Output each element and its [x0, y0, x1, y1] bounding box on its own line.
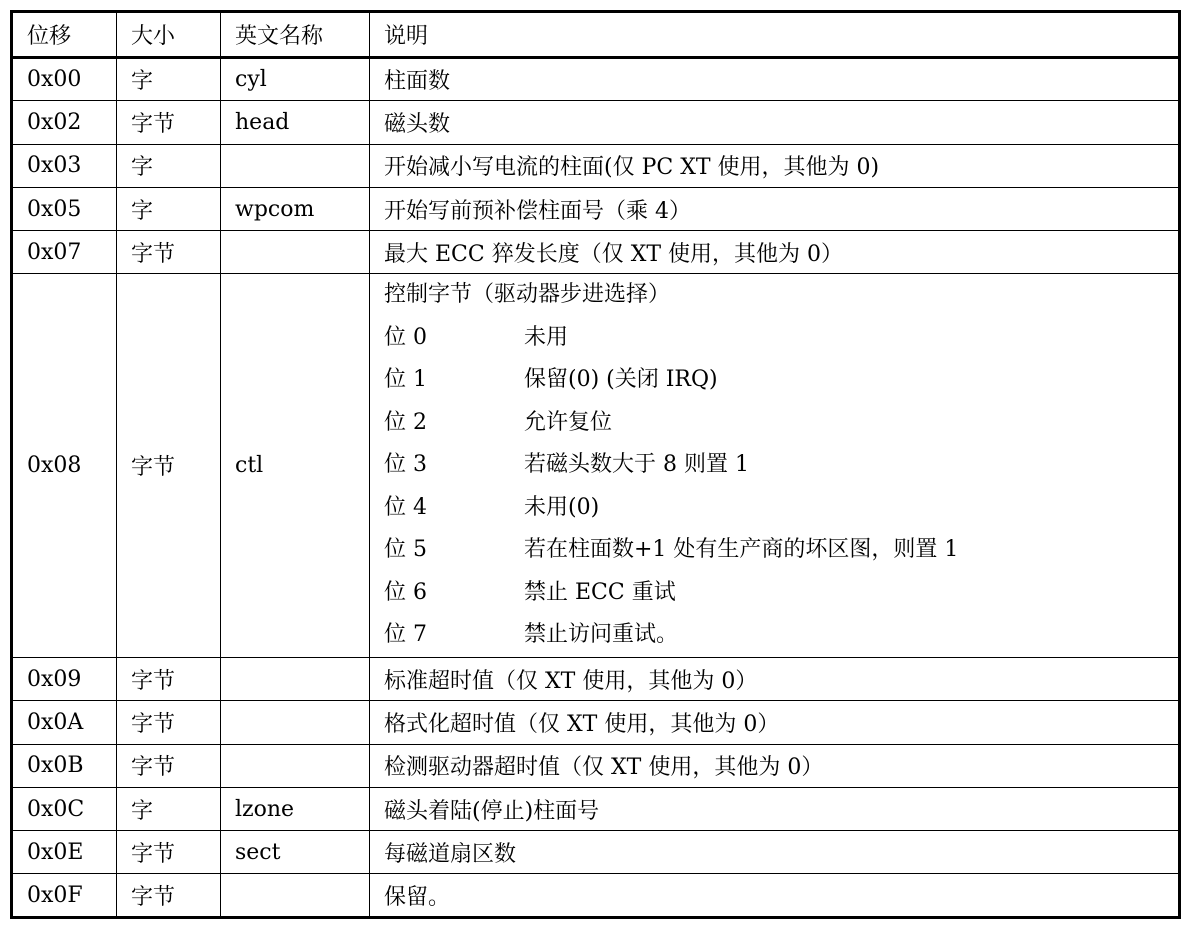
table-body [12, 58, 1180, 918]
header-offset: 位移 [12, 12, 117, 58]
cell-offset: 0x0C [12, 787, 117, 830]
cell-size: 字 [117, 787, 221, 830]
cell-offset: 0x0F [12, 874, 117, 917]
header-size: 大小 [117, 12, 221, 58]
header-row [12, 12, 1180, 58]
table-row [12, 701, 1180, 744]
bit-row [384, 487, 1178, 530]
cell-size: 字节 [117, 657, 221, 700]
bit-label: 位 4 [384, 494, 427, 520]
bit-meaning: 禁止 ECC 重试 [524, 579, 676, 605]
cell-description: 保留。 [370, 874, 1180, 917]
cell-name: head [221, 101, 370, 144]
cell-description: 磁头数 [370, 101, 1180, 144]
cell-name [221, 744, 370, 787]
table-row [12, 874, 1180, 917]
cell-size: 字 [117, 144, 221, 187]
cell-name: ctl [221, 274, 370, 658]
bit-label: 位 5 [384, 537, 427, 563]
cell-description: 每磁道扇区数 [370, 831, 1180, 874]
cell-name [221, 701, 370, 744]
bit-row [384, 614, 1178, 657]
cell-name: sect [221, 831, 370, 874]
bit-row [384, 529, 1178, 572]
cell-offset: 0x00 [12, 58, 117, 101]
cell-size: 字节 [117, 101, 221, 144]
bit-row [384, 359, 1178, 402]
cell-offset: 0x09 [12, 657, 117, 700]
table-row [12, 187, 1180, 230]
table-row [12, 831, 1180, 874]
bit-meaning: 未用(0) [524, 494, 600, 520]
cell-offset: 0x05 [12, 187, 117, 230]
bit-row [384, 572, 1178, 615]
cell-size: 字节 [117, 231, 221, 274]
cell-name [221, 874, 370, 917]
bit-label: 位 0 [384, 324, 427, 350]
table-row [12, 744, 1180, 787]
cell-offset: 0x0A [12, 701, 117, 744]
cell-name: lzone [221, 787, 370, 830]
cell-description: 检测驱动器超时值（仅 XT 使用，其他为 0） [370, 744, 1180, 787]
table-header [12, 12, 1180, 58]
bit-row [384, 317, 1178, 360]
bit-meaning: 允许复位 [524, 409, 613, 435]
bit-label: 位 2 [384, 409, 427, 435]
cell-description-bits [370, 274, 1180, 658]
table-row [12, 58, 1180, 101]
bit-meaning: 若在柱面数+1 处有生产商的坏区图，则置 1 [524, 537, 959, 563]
bit-label: 位 3 [384, 452, 427, 478]
bit-row [384, 444, 1178, 487]
disk-parameter-table [10, 10, 1181, 919]
table-row [12, 231, 1180, 274]
cell-name [221, 657, 370, 700]
cell-description: 标准超时值（仅 XT 使用，其他为 0） [370, 657, 1180, 700]
bit-meaning: 未用 [524, 324, 569, 350]
cell-name: cyl [221, 58, 370, 101]
header-english-name: 英文名称 [221, 12, 370, 58]
header-description: 说明 [370, 12, 1180, 58]
table-row [12, 787, 1180, 830]
cell-name [221, 231, 370, 274]
table-row-control-byte [12, 274, 1180, 658]
cell-offset: 0x02 [12, 101, 117, 144]
bit-meaning: 若磁头数大于 8 则置 1 [524, 452, 749, 478]
cell-offset: 0x08 [12, 274, 117, 658]
cell-size: 字节 [117, 701, 221, 744]
table-row [12, 144, 1180, 187]
cell-description: 开始减小写电流的柱面(仅 PC XT 使用，其他为 0) [370, 144, 1180, 187]
cell-size: 字 [117, 187, 221, 230]
cell-size: 字节 [117, 874, 221, 917]
control-byte-title: 控制字节（驱动器步进选择） [384, 282, 671, 308]
cell-size: 字节 [117, 831, 221, 874]
cell-name [221, 144, 370, 187]
bit-label: 位 1 [384, 367, 427, 393]
cell-description: 格式化超时值（仅 XT 使用，其他为 0） [370, 701, 1180, 744]
cell-size: 字节 [117, 744, 221, 787]
cell-description: 最大 ECC 猝发长度（仅 XT 使用，其他为 0） [370, 231, 1180, 274]
bit-meaning: 禁止访问重试。 [524, 622, 679, 648]
cell-size: 字 [117, 58, 221, 101]
bit-meaning: 保留(0) (关闭 IRQ) [524, 367, 718, 393]
cell-offset: 0x03 [12, 144, 117, 187]
table-row [12, 657, 1180, 700]
cell-description: 柱面数 [370, 58, 1180, 101]
bit-row [384, 402, 1178, 445]
cell-offset: 0x0B [12, 744, 117, 787]
bit-label: 位 7 [384, 622, 427, 648]
control-bit-list [384, 274, 1178, 657]
cell-description: 开始写前预补偿柱面号（乘 4） [370, 187, 1180, 230]
cell-name: wpcom [221, 187, 370, 230]
cell-offset: 0x0E [12, 831, 117, 874]
table-row [12, 101, 1180, 144]
cell-description: 磁头着陆(停止)柱面号 [370, 787, 1180, 830]
cell-size: 字节 [117, 274, 221, 658]
cell-offset: 0x07 [12, 231, 117, 274]
bit-label: 位 6 [384, 579, 427, 605]
